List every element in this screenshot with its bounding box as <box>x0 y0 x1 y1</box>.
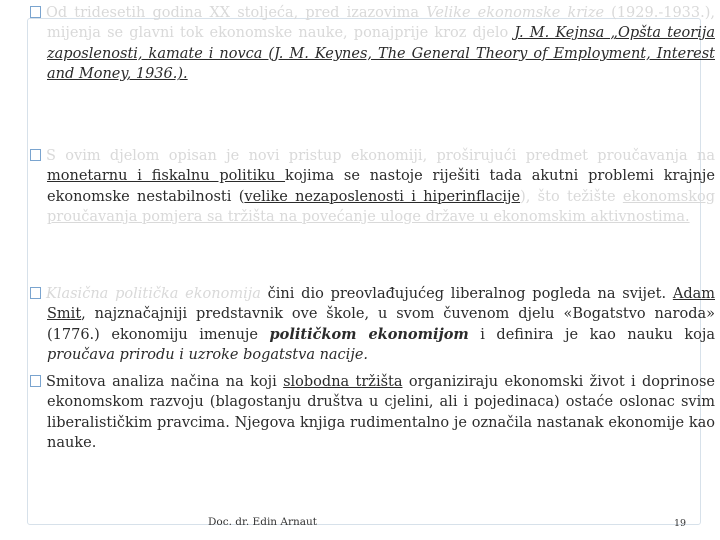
run-3: Adam Smit <box>47 286 715 323</box>
run-2: slobodna tržišta <box>283 374 403 390</box>
run-2: Velike ekonomske krize <box>426 5 605 21</box>
run-4: J. M. Kejnsa „Opšta teorija zaposlenosti, kamate i novca (J. M. Keynes, The General Theory of Employment, Interest and Money, 1936.). <box>47 25 715 83</box>
run-1: Klasična politička ekonomija <box>46 286 268 302</box>
run-1: Smitova analiza načina na koji <box>46 374 284 390</box>
run-5: političkom ekonomijom <box>269 325 469 343</box>
run-3: kojima se nastoje riješiti tada akutni problemi krajnje ekonomske nestabilnosti ( <box>47 168 716 205</box>
run-3: (1929.-1933.), mijenja se glavni tok ekonomske nauke, ponajprije kroz djelo <box>47 5 716 42</box>
paragraph-keynes <box>30 3 715 85</box>
run-1: Od tridesetih godina XX stoljeća, pred izazovima <box>46 5 427 21</box>
run-1: S ovim djelom opisan je novi pristup ekonomiji, proširujući predmet proučavanja na <box>46 148 715 164</box>
run-2: monetarnu i fiskalnu politiku <box>47 168 286 185</box>
paragraph-smith-analysis <box>30 372 715 454</box>
square-bullet-icon <box>30 6 41 18</box>
paragraph-new-approach <box>30 146 715 228</box>
square-bullet-icon <box>30 375 41 387</box>
paragraph-classical <box>30 284 715 366</box>
square-bullet-icon <box>30 287 41 299</box>
run-6: ekonomskog proučavanja pomjera sa tržišta na povećanje uloge države u ekonomskim aktivnostima. <box>47 188 715 226</box>
run-7: proučava prirodu i uzroke bogatstva nacije. <box>47 347 369 364</box>
run-4: , najznačajniji predstavnik ove škole, u svom čuvenom djelu «Bogatstvo naroda» (1776.) ekonomiju imenuje <box>47 306 715 343</box>
run-4: velike nezaposlenosti i hiperinflacije <box>244 188 521 205</box>
page-number: 19 <box>674 518 687 529</box>
run-2: čini dio preovlađujućeg liberalnog pogleda na svijet. <box>267 286 673 302</box>
run-3: organiziraju ekonomski život i doprinose ekonomskom razvoju (blagostanju društva u cjelini, ali i pojedinaca) ostaće oslonac svim liberalističkim pravcima. Njegova knjiga rudimentalno je označila nastanak ekonomije kao nauke. <box>47 374 715 452</box>
square-bullet-icon <box>30 149 41 161</box>
footer-author: Doc. dr. Edin Arnaut <box>208 516 318 528</box>
run-5: ), što težište <box>520 188 623 205</box>
run-6: i definira je kao nauku koja <box>468 326 715 343</box>
